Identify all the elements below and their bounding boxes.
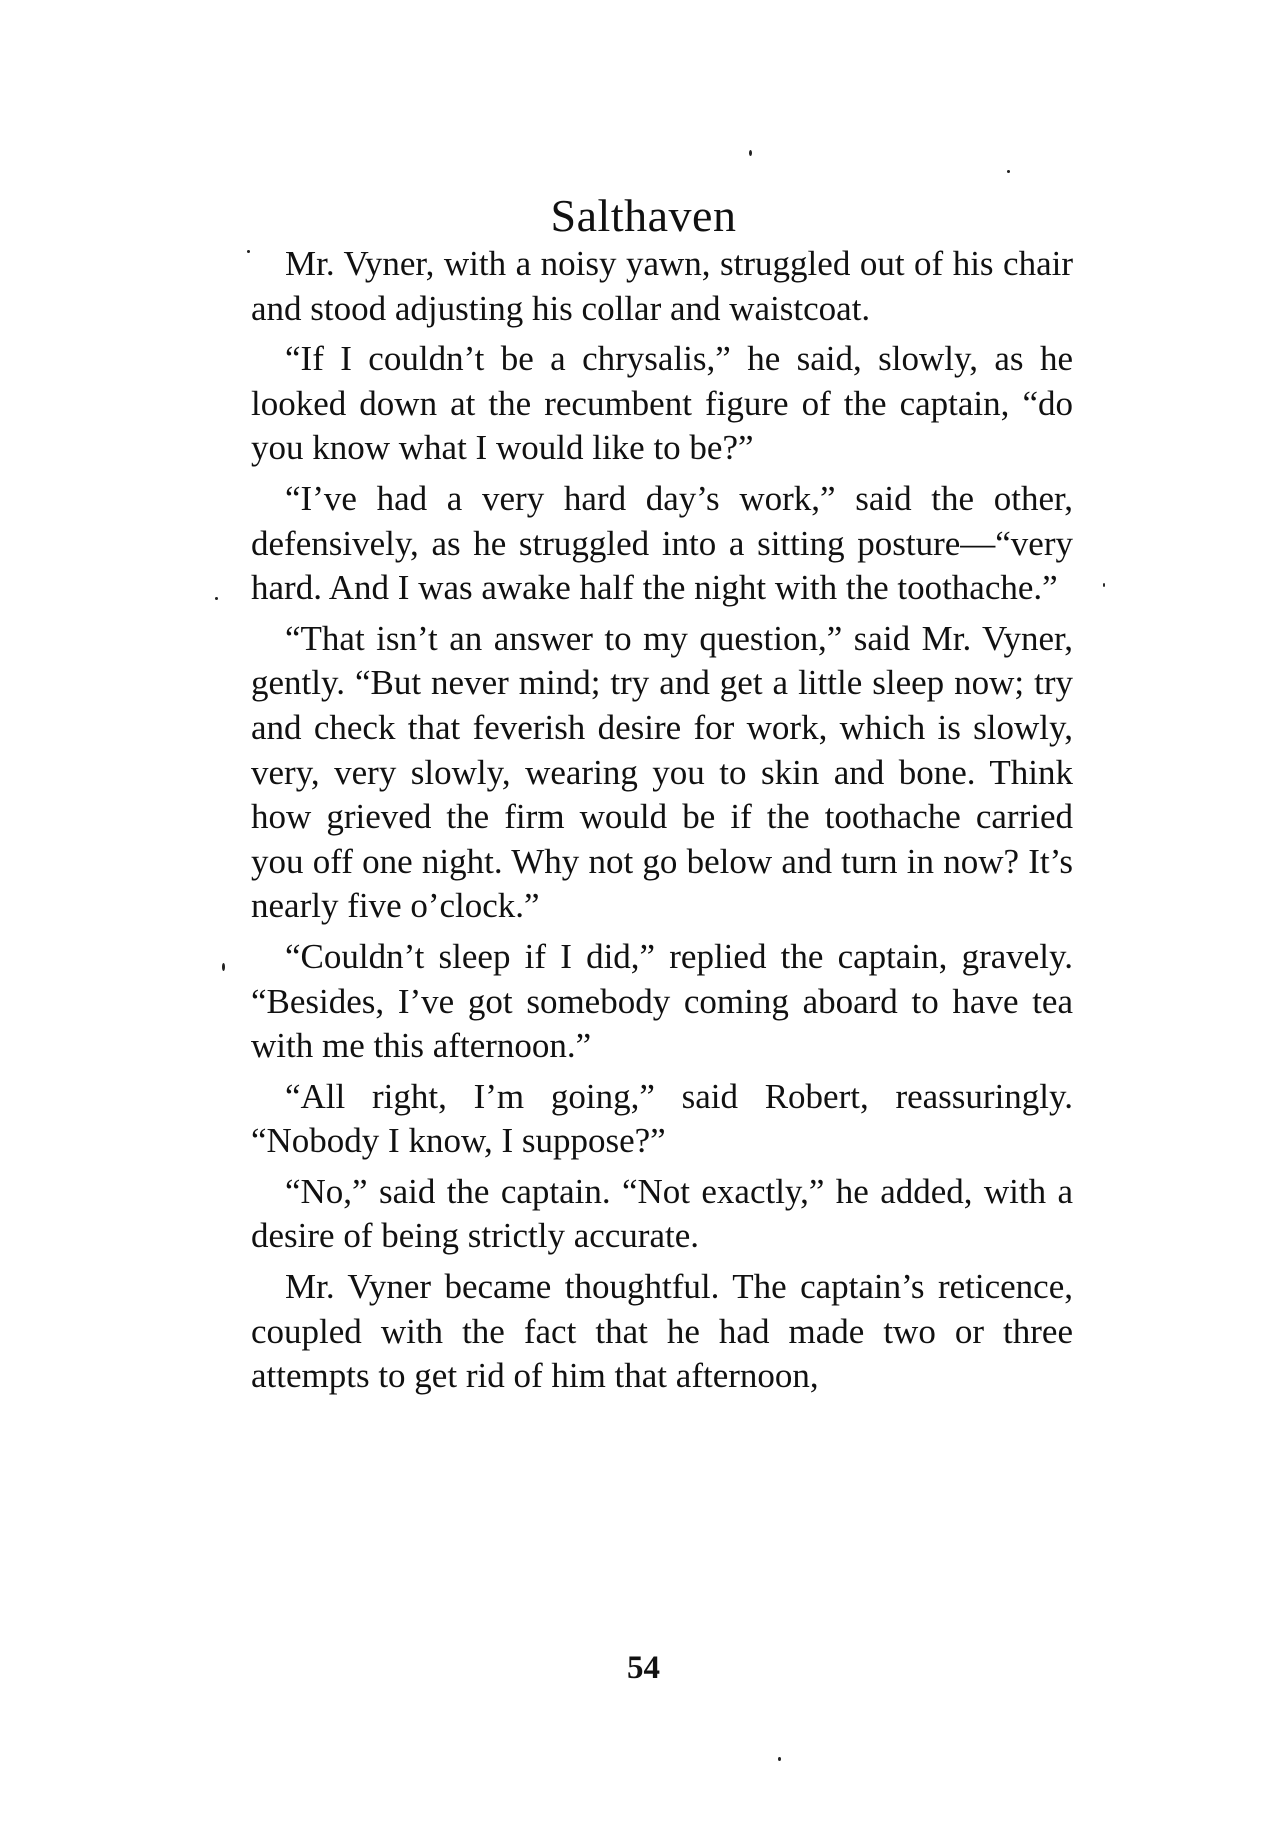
scan-speck	[749, 150, 752, 156]
paragraph: “All right, I’m going,” said Robert, reassuringly. “Nobody I know, I suppose?”	[251, 1076, 1073, 1161]
paragraph: “If I couldn’t be a chrysalis,” he said, slowly, as he looked down at the recumbent figure of the captain, “do you know what I would like to be?”	[251, 339, 1073, 468]
paragraph: “I’ve had a very hard day’s work,” said the other, defensively, as he struggled into a sitting posture—“very hard. And I was awake half the night with the toothache.”	[251, 478, 1073, 608]
paragraph: “No,” said the captain. “Not exactly,” he added, with a desire of being strictly accurate.	[251, 1171, 1073, 1256]
body-text	[251, 242, 1073, 1399]
paragraph: Mr. Vyner became thoughtful. The captain’s reticence, coupled with the fact that he had made two or three attempts to get rid of him that afternoon,	[251, 1267, 1073, 1396]
paragraph: “Couldn’t sleep if I did,” replied the captain, gravely. “Besides, I’ve got somebody coming aboard to have tea with me this afternoon.”	[251, 936, 1073, 1066]
scan-speck	[778, 1757, 781, 1761]
scan-speck	[247, 250, 250, 253]
scan-speck	[1007, 170, 1010, 173]
running-head: Salthaven	[550, 190, 737, 241]
scan-speck	[215, 597, 218, 600]
scan-speck	[1103, 583, 1105, 587]
paragraph: Mr. Vyner, with a noisy yawn, struggled out of his chair and stood adjusting his collar and waistcoat.	[251, 244, 1073, 328]
paragraph: “That isn’t an answer to my question,” said Mr. Vyner, gently. “But never mind; try and get a little sleep now; try and check that feverish desire for work, which is slowly, very, very slowly, wearing you to skin and bone. Think how grieved the firm would be if the toothache carried you off one night. Why not go below and turn in now? It’s nearly five o’clock.”	[251, 618, 1073, 926]
scan-speck	[222, 963, 225, 971]
page-number: 54	[627, 1650, 660, 1686]
